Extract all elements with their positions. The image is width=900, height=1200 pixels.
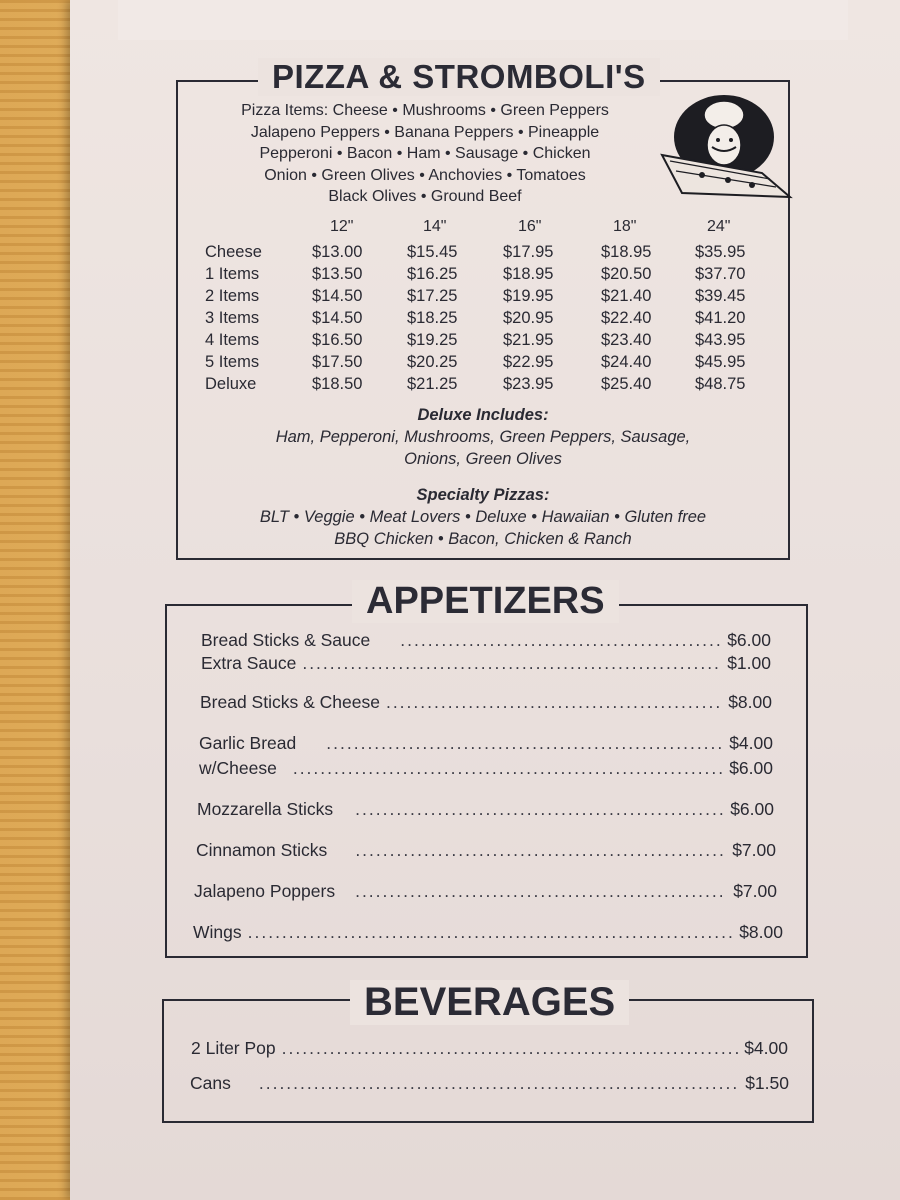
price-row-label: 3 Items bbox=[205, 309, 260, 327]
leader-dots bbox=[355, 840, 726, 861]
deluxe-line: Onions, Green Olives bbox=[404, 450, 562, 468]
price-cell: $23.95 bbox=[503, 375, 554, 393]
leader-dots bbox=[355, 799, 724, 820]
price-cell: $37.70 bbox=[695, 265, 746, 283]
price-cell: $16.50 bbox=[312, 331, 363, 349]
menu-item-name: Bread Sticks & Cheese bbox=[200, 692, 380, 712]
price-cell: $14.50 bbox=[312, 287, 363, 305]
menu-item-price: $8.00 bbox=[728, 692, 772, 712]
price-row-label: Deluxe bbox=[205, 375, 257, 393]
pizza-chef-icon bbox=[642, 95, 794, 210]
price-cell: $15.45 bbox=[407, 243, 458, 261]
menu-item bbox=[196, 840, 776, 861]
price-cell: $24.40 bbox=[601, 353, 652, 371]
price-cell: $20.25 bbox=[407, 353, 458, 371]
leader-dots bbox=[355, 881, 727, 902]
price-cell: $23.40 bbox=[601, 331, 652, 349]
price-cell: $17.25 bbox=[407, 287, 458, 305]
pizza-items-line: Pizza Items: Cheese • Mushrooms • Green Peppers bbox=[241, 102, 609, 119]
price-cell: $18.95 bbox=[503, 265, 554, 283]
menu-item-name: 2 Liter Pop bbox=[191, 1038, 276, 1058]
price-cell: $41.20 bbox=[695, 309, 746, 327]
price-cell: $13.00 bbox=[312, 243, 363, 261]
price-cell: $20.95 bbox=[503, 309, 554, 327]
menu-item-name: Bread Sticks & Sauce bbox=[201, 630, 371, 650]
pizza-items-line: Pepperoni • Bacon • Ham • Sausage • Chicken bbox=[259, 145, 591, 162]
menu-item-name: Cans bbox=[190, 1073, 231, 1093]
menu-item bbox=[190, 1073, 789, 1094]
price-cell: $43.95 bbox=[695, 331, 746, 349]
leader-dots bbox=[259, 1073, 739, 1094]
menu-item bbox=[199, 733, 773, 754]
size-header: 12" bbox=[330, 218, 354, 235]
leader-dots bbox=[400, 630, 721, 651]
menu-item-name: w/Cheese bbox=[199, 758, 277, 778]
leader-dots bbox=[293, 758, 723, 779]
menu-item bbox=[201, 630, 771, 651]
menu-item-price: $1.00 bbox=[727, 653, 771, 673]
price-cell: $19.95 bbox=[503, 287, 554, 305]
beverages-section-title: BEVERAGES bbox=[350, 980, 629, 1025]
menu-item-price: $4.00 bbox=[744, 1038, 788, 1058]
price-cell: $35.95 bbox=[695, 243, 746, 261]
menu-item-name: Extra Sauce bbox=[201, 653, 297, 673]
price-cell: $21.40 bbox=[601, 287, 652, 305]
price-row-label: 5 Items bbox=[205, 353, 260, 371]
price-cell: $21.95 bbox=[503, 331, 554, 349]
appetizers-section-title: APPETIZERS bbox=[352, 580, 619, 623]
price-cell: $22.40 bbox=[601, 309, 652, 327]
specialty-line: BBQ Chicken • Bacon, Chicken & Ranch bbox=[334, 530, 632, 548]
price-cell: $18.95 bbox=[601, 243, 652, 261]
pizza-items-line: Black Olives • Ground Beef bbox=[328, 188, 522, 205]
menu-item-price: $7.00 bbox=[733, 881, 777, 901]
leader-dots bbox=[326, 733, 723, 754]
price-cell: $22.95 bbox=[503, 353, 554, 371]
pizza-items-line: Jalapeno Peppers • Banana Peppers • Pineapple bbox=[250, 123, 600, 141]
deluxe-includes bbox=[176, 404, 790, 470]
price-cell: $16.25 bbox=[407, 265, 458, 283]
size-header: 18" bbox=[613, 218, 637, 235]
price-row-label: 4 Items bbox=[205, 331, 260, 349]
specialty-pizzas bbox=[176, 484, 790, 550]
size-header: 24" bbox=[707, 218, 731, 235]
menu-item-price: $6.00 bbox=[727, 630, 771, 650]
price-cell: $17.95 bbox=[503, 243, 554, 261]
price-cell: $17.50 bbox=[312, 353, 363, 371]
paper-highlight bbox=[118, 0, 848, 40]
price-cell: $25.40 bbox=[601, 375, 652, 393]
price-cell: $18.25 bbox=[407, 309, 458, 327]
price-cell: $13.50 bbox=[312, 265, 363, 283]
menu-item bbox=[191, 1038, 788, 1059]
menu-item bbox=[194, 881, 777, 902]
price-cell: $19.25 bbox=[407, 331, 458, 349]
price-cell: $48.75 bbox=[695, 375, 746, 393]
size-header: 16" bbox=[518, 218, 542, 235]
menu-item-name: Cinnamon Sticks bbox=[196, 840, 328, 860]
price-row-label: 2 Items bbox=[205, 287, 260, 305]
leader-dots bbox=[386, 692, 722, 713]
price-row-label: Cheese bbox=[205, 243, 262, 261]
deluxe-heading: Deluxe Includes: bbox=[417, 406, 549, 424]
price-cell: $45.95 bbox=[695, 353, 746, 371]
menu-item-name: Garlic Bread bbox=[199, 733, 297, 753]
pizza-section-title: PIZZA & STROMBOLI'S bbox=[258, 58, 660, 96]
price-cell: $18.50 bbox=[312, 375, 363, 393]
leader-dots bbox=[282, 1038, 739, 1059]
menu-item bbox=[201, 653, 771, 674]
price-cell: $21.25 bbox=[407, 375, 458, 393]
leader-dots bbox=[248, 922, 734, 943]
menu-item-price: $6.00 bbox=[729, 758, 773, 778]
menu-item-price: $8.00 bbox=[739, 922, 783, 942]
menu-item bbox=[193, 922, 783, 943]
pizza-items-list bbox=[210, 100, 640, 208]
menu-item bbox=[200, 692, 772, 713]
menu-item bbox=[199, 758, 773, 779]
price-row-label: 1 Items bbox=[205, 265, 260, 283]
size-header: 14" bbox=[423, 218, 447, 235]
leader-dots bbox=[302, 653, 721, 674]
menu-item-price: $4.00 bbox=[729, 733, 773, 753]
price-cell: $14.50 bbox=[312, 309, 363, 327]
deluxe-line: Ham, Pepperoni, Mushrooms, Green Peppers, Sausage, bbox=[275, 428, 691, 446]
menu-item-name: Wings bbox=[193, 922, 242, 942]
menu-item-price: $1.50 bbox=[745, 1073, 789, 1093]
menu-item bbox=[197, 799, 774, 820]
price-cell: $39.45 bbox=[695, 287, 746, 305]
specialty-line: BLT • Veggie • Meat Lovers • Deluxe • Hawaiian • Gluten free bbox=[259, 508, 707, 526]
price-cell: $20.50 bbox=[601, 265, 652, 283]
menu-item-name: Mozzarella Sticks bbox=[197, 799, 334, 819]
menu-item-price: $6.00 bbox=[730, 799, 774, 819]
menu-item-name: Jalapeno Poppers bbox=[194, 881, 336, 901]
menu-item-price: $7.00 bbox=[732, 840, 776, 860]
pizza-items-line: Onion • Green Olives • Anchovies • Tomatoes bbox=[264, 166, 586, 184]
specialty-heading: Specialty Pizzas: bbox=[416, 486, 550, 504]
